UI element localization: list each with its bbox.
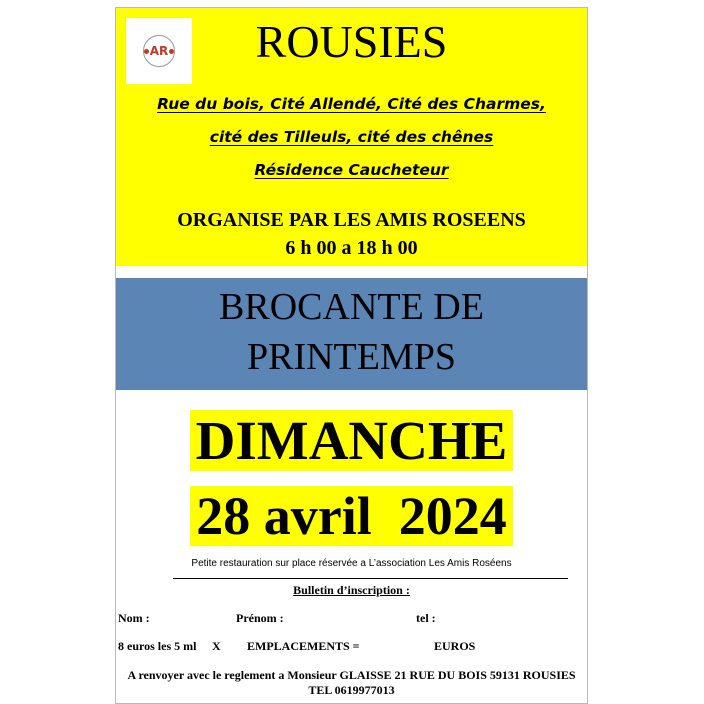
tel-label: tel : xyxy=(416,611,436,625)
street-line-3: Résidence Caucheteur xyxy=(254,161,449,179)
street-line-2: cité des Tilleuls, cité des chênes xyxy=(209,128,494,146)
street-line-1: Rue du bois, Cité Allendé, Cité des Charmes, xyxy=(157,95,546,113)
return-line: A renvoyer avec le reglement a Monsieur GLAISSE 21 RUE DU BOIS 59131 ROUSIES xyxy=(127,668,576,682)
event-day-text: DIMANCHE xyxy=(190,410,514,471)
logo-mark-icon: AR xyxy=(144,45,175,57)
times-label: X xyxy=(212,639,221,653)
emplacements-label: EMPLACEMENTS = xyxy=(247,639,360,653)
nom-label: Nom : xyxy=(118,611,150,625)
form-separator xyxy=(173,578,568,579)
street-list xyxy=(116,94,587,193)
event-date xyxy=(116,486,587,546)
organizer-text: ORGANISE PAR LES AMIS ROSEENS xyxy=(177,209,526,231)
event-date-text: 28 avril 2024 xyxy=(190,486,512,546)
poster xyxy=(115,7,588,704)
return-address xyxy=(116,668,587,698)
page-title: ROUSIES xyxy=(255,16,448,67)
event-name-line-2: PRINTEMPS xyxy=(246,336,457,378)
euros-label: EUROS xyxy=(434,639,476,653)
organizer-block xyxy=(116,206,587,262)
contact-tel: TEL 0619977013 xyxy=(308,683,395,697)
event-day xyxy=(116,411,587,471)
form-heading: Bulletin d’inscription : xyxy=(293,583,410,597)
restauration-note: Petite restauration sur place réservée a L’association Les Amis Roséens xyxy=(191,558,512,569)
event-name-line-1: BROCANTE DE xyxy=(219,286,484,328)
event-name xyxy=(116,282,587,382)
price-label: 8 euros les 5 ml xyxy=(118,639,197,653)
prenom-label: Prénom : xyxy=(236,611,284,625)
event-hours: 6 h 00 a 18 h 00 xyxy=(285,237,418,259)
